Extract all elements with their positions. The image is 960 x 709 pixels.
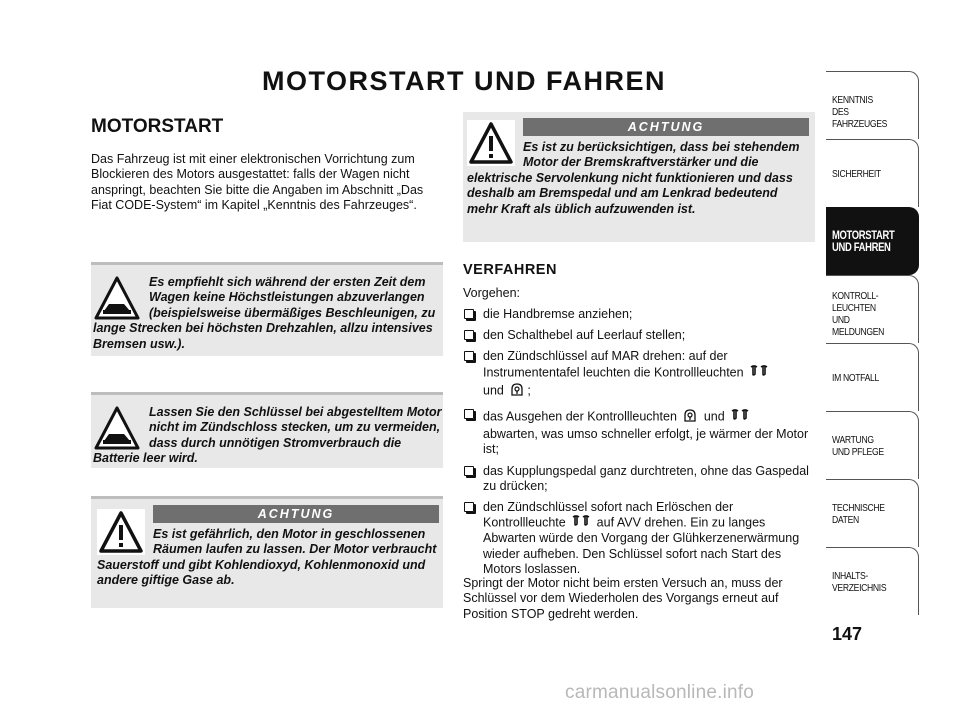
tab-label: MOTORSTART UND FAHREN: [832, 230, 895, 254]
tab-kenntnis[interactable]: [826, 71, 919, 139]
chapter-sidebar: [826, 71, 919, 615]
checkbox-bullet-icon: [464, 466, 474, 476]
glow-plug-icon: [571, 515, 591, 531]
page-number: 147: [832, 624, 863, 644]
step-item: [463, 307, 818, 322]
step-text: den Zündschlüssel sofort nach Erlöschen der Kontrollleuchte: [483, 500, 734, 530]
tab-kontrollleuchten[interactable]: [826, 275, 919, 343]
tab-label: IM NOTFALL: [832, 372, 879, 384]
tab-label: INHALTS- VERZEICHNIS: [832, 570, 887, 594]
glow-plug-icon: [730, 409, 750, 425]
achtung-bar-1: ACHTUNG: [153, 505, 439, 523]
warning-box-1: [91, 496, 443, 608]
note-text-2: Lassen Sie den Schlüssel bei abgestelltem Motor nicht im Zündschloss stecken, um zu vermeiden, dass durch unnötigen Stromverbrauch die Batterie leer wird.: [93, 405, 442, 466]
step-text-and: und: [703, 409, 725, 424]
car-note-icon: [93, 275, 141, 321]
note-box-1: [91, 262, 443, 356]
checkbox-bullet-icon: [464, 502, 474, 512]
step-item: [463, 407, 818, 458]
warning-triangle-icon: [97, 509, 145, 555]
warning-text-2: Es ist zu berücksichtigen, dass bei stehendem Motor der Bremskraftverstärker und die elektrische Servolenkung nicht funktionieren und dass deshalb am Bremspedal und am Lenkrad bedeutend mehr Kraft als üblich aufzuwenden ist.: [467, 140, 800, 216]
watermark: carmanualsonline.info: [565, 682, 755, 703]
fiat-code-icon: [509, 381, 525, 401]
tab-label: SICHERHEIT: [832, 168, 881, 180]
warning-triangle-icon: [467, 120, 515, 166]
step-item: [463, 349, 818, 401]
warning-box-2: [463, 112, 815, 242]
step-text-and: und: [483, 383, 504, 398]
step-list: [463, 307, 818, 583]
fiat-code-icon: [682, 407, 698, 427]
tab-label: KONTROLL- LEUCHTEN UND MELDUNGEN: [832, 290, 885, 338]
note-box-2: [91, 392, 443, 468]
step-text-cont: auf AVV drehen. Ein zu langes Abwarten würde den Vorgang der Glühkerzenerwärmung wieder aufheben. Den Schlüssel sofort nach Start des Motors loslassen.: [483, 515, 800, 576]
note-text-1: Es empfiehlt sich während der ersten Zeit dem Wagen keine Höchstleistungen abzuverlangen (beispielsweise übermäßiges Beschleunigen, zu lange Strecken bei höchsten Drehzahlen, allzu intensives Bremsen usw.).: [93, 275, 436, 351]
tab-motorstart[interactable]: [826, 207, 919, 275]
verfahren-title: VERFAHREN: [463, 262, 557, 278]
step-text: den Zündschlüssel auf MAR drehen: auf der Instrumententafel leuchten die Kontrollleuchten: [483, 349, 744, 380]
checkbox-bullet-icon: [464, 330, 474, 340]
tab-label: TECHNISCHE DATEN: [832, 502, 885, 526]
checkbox-bullet-icon: [464, 309, 474, 319]
warning-text-1: Es ist gefährlich, den Motor in geschlossenen Räumen laufen zu lassen. Der Motor verbraucht Sauerstoff und gibt Kohlendioxyd, Kohlenmonoxid und andere giftige Gase ab.: [97, 527, 437, 588]
section-title: MOTORSTART: [91, 116, 224, 137]
tab-label: WARTUNG UND PFLEGE: [832, 434, 884, 458]
step-item: [463, 464, 818, 494]
tab-wartung[interactable]: [826, 411, 919, 479]
verfahren-subtitle: Vorgehen:: [463, 286, 520, 300]
tab-label: KENNTNIS DES FAHRZEUGES: [832, 94, 888, 130]
step-item: [463, 328, 818, 343]
outro-paragraph: Springt der Motor nicht beim ersten Versuch an, muss der Schlüssel vor dem Wiederholen des Vorgangs erneut auf Position STOP gedreht werden.: [463, 576, 783, 621]
tab-im-notfall[interactable]: [826, 343, 919, 411]
step-text-end: ;: [527, 383, 531, 398]
tab-sicherheit[interactable]: [826, 139, 919, 207]
tab-technische-daten[interactable]: [826, 479, 919, 547]
step-text: den Schalthebel auf Leerlauf stellen;: [483, 328, 686, 343]
intro-paragraph: Das Fahrzeug ist mit einer elektronischen Vorrichtung zum Blockieren des Motors ausgestattet: falls der Wagen nicht anspringt, beachten Sie bitte die Angaben im Abschnitt „Das Fiat CODE-System“ im Kapitel „Kenntnis des Fahrzeuges“.: [91, 152, 424, 213]
step-text: das Kupplungspedal ganz durchtreten, ohne das Gaspedal zu drücken;: [483, 463, 809, 493]
step-text-end: abwarten, was umso schneller erfolgt, je wärmer der Motor ist;: [483, 427, 809, 457]
achtung-bar-2: ACHTUNG: [523, 118, 809, 136]
page-title: MOTORSTART UND FAHREN: [262, 66, 666, 96]
checkbox-bullet-icon: [464, 409, 474, 419]
glow-plug-icon: [749, 365, 769, 381]
step-text: das Ausgehen der Kontrollleuchten: [483, 409, 677, 424]
tab-inhaltsverzeichnis[interactable]: [826, 547, 919, 615]
step-item: [463, 500, 818, 577]
checkbox-bullet-icon: [464, 351, 474, 361]
car-note-icon: [93, 405, 141, 451]
step-text: die Handbremse anziehen;: [483, 307, 633, 321]
